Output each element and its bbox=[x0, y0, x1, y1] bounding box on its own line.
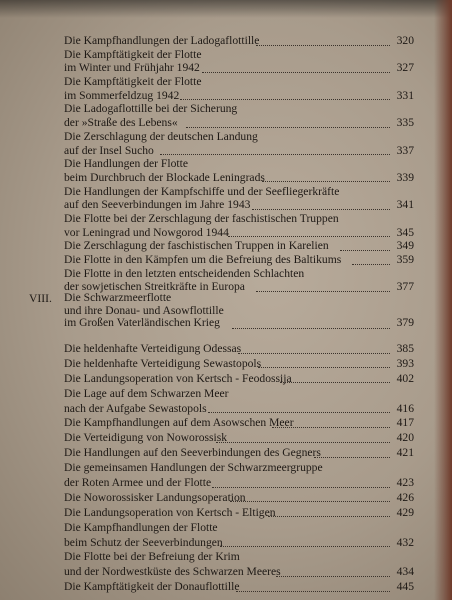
toc-entry-line bbox=[0, 372, 452, 387]
toc-page-number: 379 bbox=[396, 316, 414, 329]
toc-entry-line bbox=[0, 226, 452, 240]
toc-entry-line bbox=[0, 431, 452, 446]
toc-entry-line bbox=[0, 357, 452, 372]
toc-section-baltic bbox=[0, 34, 452, 294]
toc-entry-title: Die Kampftätigkeit der Flotte bbox=[64, 47, 202, 61]
toc-page-number: 402 bbox=[396, 371, 414, 385]
toc-leader-dots bbox=[208, 412, 390, 413]
toc-page-number: 349 bbox=[396, 239, 414, 253]
toc-entry-title: beim Durchbruch der Blockade Leningrads bbox=[64, 170, 265, 184]
toc-page-number: 416 bbox=[396, 401, 414, 415]
toc-entry-title: Die Flotte in den letzten entscheidenden Schlachten bbox=[64, 266, 305, 280]
toc-entry-title: der »Straße des Lebens« bbox=[64, 116, 178, 130]
toc-entry-title: Die gemeinsamen Handlungen der Schwarzmeergruppe bbox=[64, 461, 323, 475]
toc-page-number: 421 bbox=[396, 446, 414, 460]
toc-entry-line bbox=[0, 157, 452, 171]
toc-leader-dots bbox=[212, 487, 390, 488]
toc-entry-line bbox=[0, 61, 452, 75]
toc-entry-title: und der Nordwestküste des Schwarzen Meeres bbox=[64, 565, 281, 579]
toc-entry-title: Die Ladogaflottille bei der Sicherung bbox=[64, 102, 238, 116]
toc-leader-dots bbox=[238, 353, 390, 354]
toc-entry-line bbox=[0, 102, 452, 116]
toc-leader-dots bbox=[236, 591, 390, 592]
toc-page-number: 359 bbox=[396, 253, 414, 266]
toc-page-number: 423 bbox=[396, 476, 414, 490]
toc-entry-title: Die Zerschlagung der faschistischen Truppen in Karelien bbox=[64, 239, 329, 253]
toc-entry-title: Die Kampfhandlungen auf dem Asowschen Meer bbox=[64, 416, 294, 430]
toc-entry-title: Die Schwarzmeerflotte bbox=[64, 291, 172, 304]
toc-entry-line bbox=[0, 342, 452, 357]
toc-leader-dots bbox=[216, 442, 390, 443]
toc-entry-title: Die Kampfhandlungen der Ladogaflottille bbox=[64, 34, 260, 47]
toc-entry-line bbox=[0, 116, 452, 130]
page-top-shadow bbox=[0, 0, 452, 18]
toc-page-number: 426 bbox=[396, 490, 414, 504]
toc-chapter-heading bbox=[0, 292, 452, 330]
toc-entry-line bbox=[0, 416, 452, 431]
toc-entry-title: Die Flotte bei der Befreiung der Krim bbox=[64, 550, 240, 564]
toc-leader-dots bbox=[272, 427, 390, 428]
toc-leader-dots bbox=[202, 72, 390, 73]
toc-page-number: 331 bbox=[396, 88, 414, 102]
toc-leader-dots bbox=[186, 127, 390, 128]
toc-entry-title: Die Verteidigung von Noworossisk bbox=[64, 431, 228, 445]
toc-entry-line bbox=[0, 446, 452, 461]
toc-entry-line bbox=[0, 267, 452, 281]
toc-entry-title: beim Schutz der Seeverbindungen bbox=[64, 535, 223, 549]
toc-page-number: 327 bbox=[396, 61, 414, 75]
toc-page-number: 417 bbox=[396, 416, 414, 430]
toc-entry-title: im Großen Vaterländischen Krieg bbox=[64, 316, 220, 329]
chapter-number: VIII. bbox=[29, 292, 52, 305]
toc-entry-line bbox=[0, 536, 452, 551]
toc-entry-line bbox=[0, 212, 452, 226]
toc-entry-line bbox=[0, 239, 452, 253]
toc-entry-line bbox=[0, 387, 452, 402]
toc-entry-line bbox=[0, 185, 452, 199]
toc-entry-line bbox=[0, 521, 452, 536]
toc-entry-line bbox=[0, 34, 452, 48]
toc-entry-line bbox=[0, 317, 452, 330]
toc-entry-line bbox=[0, 476, 452, 491]
toc-leader-dots bbox=[180, 99, 390, 100]
toc-entry-title: vor Leningrad und Nowgorod 1944 bbox=[64, 225, 229, 239]
toc-entry-line bbox=[0, 461, 452, 476]
toc-leader-dots bbox=[228, 236, 390, 237]
toc-leader-dots bbox=[352, 264, 390, 265]
toc-leader-dots bbox=[160, 154, 390, 155]
toc-entry-title: Die heldenhafte Verteidigung Odessas bbox=[64, 342, 242, 355]
toc-entry-line bbox=[0, 75, 452, 89]
toc-entry-title: im Sommerfeldzug 1942 bbox=[64, 88, 180, 102]
toc-entry-line bbox=[0, 198, 452, 212]
toc-page-number: 320 bbox=[396, 34, 414, 47]
toc-entry-line bbox=[0, 253, 452, 267]
toc-page-number: 429 bbox=[396, 505, 414, 519]
toc-entry-title: Die Handlungen der Kampfschiffe und der Seefliegerkräfte bbox=[64, 184, 340, 198]
toc-section-black-sea bbox=[0, 342, 452, 595]
toc-entry-line bbox=[0, 565, 452, 580]
toc-entry-title: Die Kampftätigkeit der Donauflottille bbox=[64, 580, 240, 594]
toc-entry-title: Die Kampfhandlungen der Flotte bbox=[64, 520, 218, 534]
toc-entry-line bbox=[0, 144, 452, 158]
toc-entry-line bbox=[0, 550, 452, 565]
toc-page-number: 339 bbox=[396, 170, 414, 184]
toc-entry-title: der Roten Armee und der Flotte bbox=[64, 476, 212, 490]
toc-leader-dots bbox=[256, 45, 390, 46]
toc-leader-dots bbox=[314, 457, 390, 458]
toc-entry-title: Die Kampftätigkeit der Flotte bbox=[64, 75, 202, 89]
toc-entry-line bbox=[0, 171, 452, 185]
toc-leader-dots bbox=[220, 546, 390, 547]
toc-entry-line bbox=[0, 491, 452, 506]
toc-entry-line bbox=[0, 402, 452, 417]
toc-entry-title: Die Flotte in den Kämpfen um die Befreiung des Baltikums bbox=[64, 253, 342, 266]
toc-entry-title: auf den Seeverbindungen im Jahre 1943 bbox=[64, 198, 251, 212]
toc-entry-title: und ihre Donau- und Asowflottille bbox=[64, 303, 224, 317]
toc-page-number: 393 bbox=[396, 356, 414, 370]
toc-leader-dots bbox=[258, 367, 390, 368]
toc-leader-dots bbox=[276, 576, 390, 577]
toc-page-number: 434 bbox=[396, 565, 414, 579]
page-edge-shadow bbox=[434, 0, 452, 600]
toc-page-number: 432 bbox=[396, 535, 414, 549]
toc-page-number: 341 bbox=[396, 198, 414, 212]
toc-leader-dots bbox=[232, 328, 390, 329]
toc-leader-dots bbox=[262, 181, 390, 182]
toc-entry-title: Die Noworossisker Landungsoperation bbox=[64, 490, 246, 504]
toc-leader-dots bbox=[230, 501, 390, 502]
toc-entry-title: im Winter und Frühjahr 1942 bbox=[64, 61, 200, 75]
toc-leader-dots bbox=[280, 382, 390, 383]
toc-entry-line bbox=[0, 506, 452, 521]
toc-entry-title: Die Landungsoperation von Kertsch - Feodossija bbox=[64, 371, 292, 385]
toc-page-number: 335 bbox=[396, 116, 414, 130]
toc-page-number: 385 bbox=[396, 342, 414, 355]
toc-entry-title: auf der Insel Sucho bbox=[64, 143, 154, 157]
toc-leader-dots bbox=[268, 516, 390, 517]
toc-page-number: 377 bbox=[396, 280, 414, 294]
toc-page-number: 420 bbox=[396, 431, 414, 445]
toc-entry-line bbox=[0, 89, 452, 103]
toc-entry-title: Die Lage auf dem Schwarzen Meer bbox=[64, 386, 229, 400]
toc-entry-line bbox=[0, 292, 452, 305]
toc-entry-line bbox=[0, 580, 452, 595]
toc-entry-title: nach der Aufgabe Sewastopols bbox=[64, 401, 207, 415]
toc-entry-title: der sowjetischen Streitkräfte in Europa bbox=[64, 280, 245, 294]
toc-page-number: 345 bbox=[396, 225, 414, 239]
toc-page-number: 445 bbox=[396, 580, 414, 594]
toc-entry-title: Die heldenhafte Verteidigung Sewastopols bbox=[64, 356, 262, 370]
toc-entry-title: Die Zerschlagung der deutschen Landung bbox=[64, 129, 258, 143]
toc-page-number: 337 bbox=[396, 143, 414, 157]
toc-entry-title: Die Handlungen der Flotte bbox=[64, 157, 188, 171]
toc-entry-line bbox=[0, 130, 452, 144]
toc-entry-title: Die Landungsoperation von Kertsch - Eltigen bbox=[64, 505, 276, 519]
toc-entry-line bbox=[0, 48, 452, 62]
toc-entry-title: Die Flotte bei der Zerschlagung der faschistischen Truppen bbox=[64, 211, 339, 225]
toc-entry-title: Die Handlungen auf den Seeverbindungen des Gegners bbox=[64, 446, 321, 460]
toc-leader-dots bbox=[340, 250, 390, 251]
toc-leader-dots bbox=[252, 209, 390, 210]
